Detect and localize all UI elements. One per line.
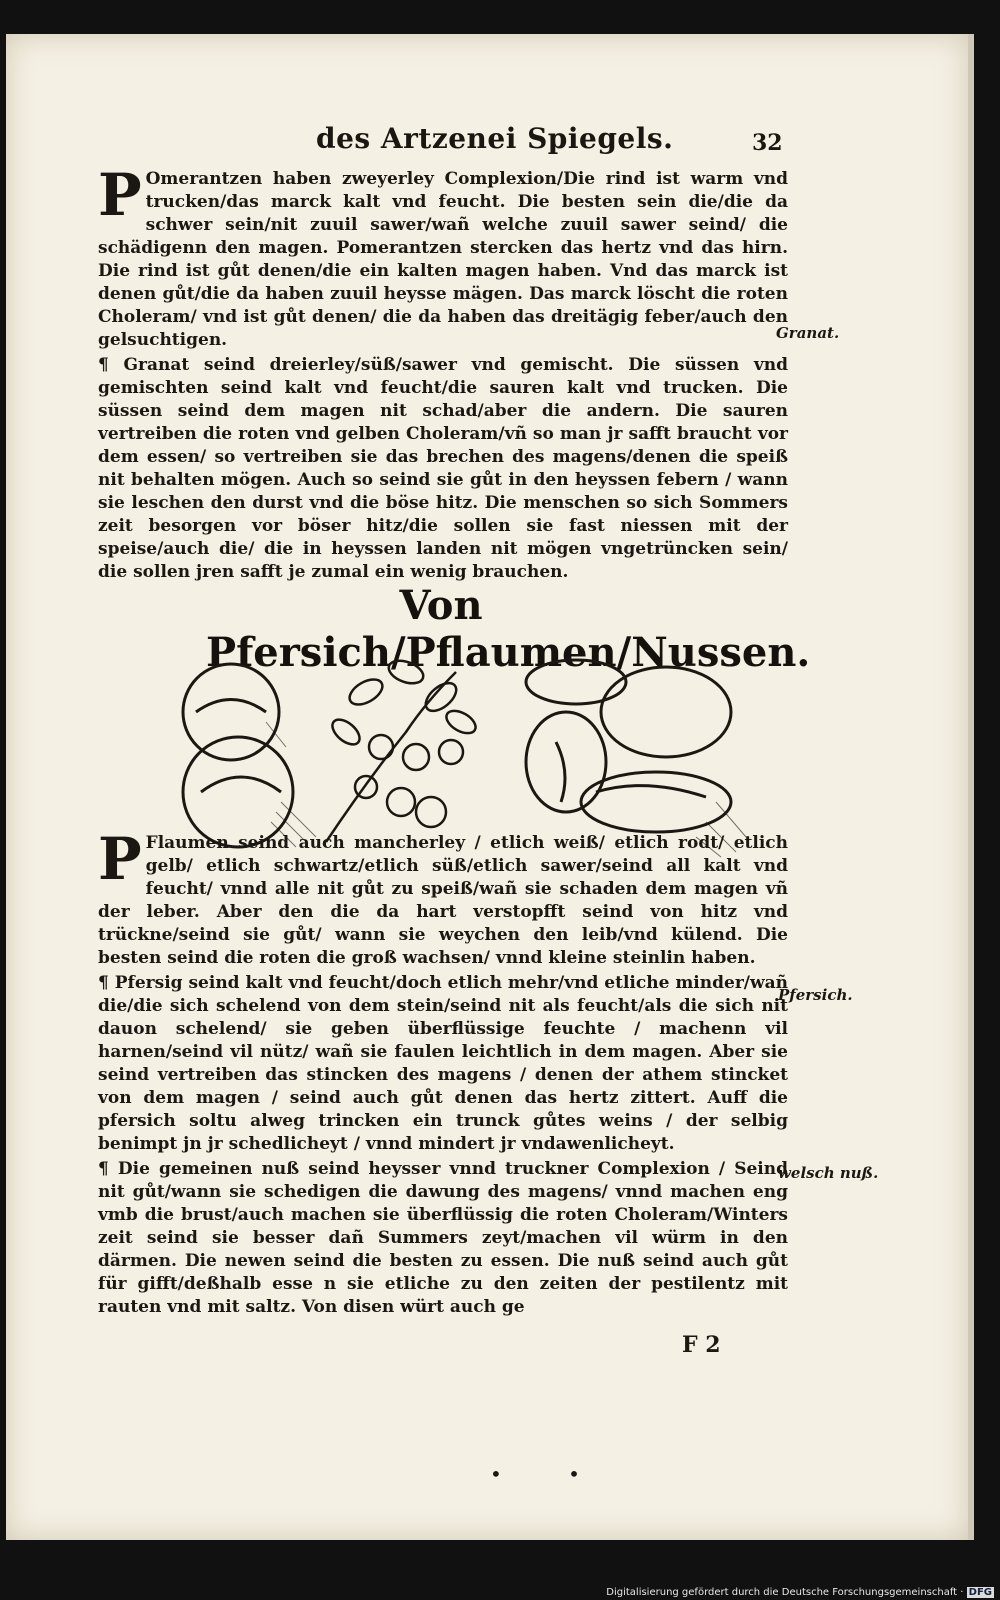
paragraph-nuss [98,1158,788,1319]
paragraph-granat [98,354,788,584]
margin-note-granat: Granat. [776,324,840,342]
pilcrow-icon: ¶ [98,973,109,993]
footer-text: Digitalisierung gefördert durch die Deutsche Forschungsgemeinschaft · [606,1587,964,1598]
section-title: Von Pfersich/Pflaumen/Nussen. [206,582,811,676]
text-block-top [98,161,788,586]
paragraph-pflaumen [98,825,788,970]
peaches-illustration [183,664,316,847]
page-number: 32 [752,130,783,156]
footer-credit [606,1587,994,1598]
margin-note-welsch-nuss: welsch nuß. [778,1164,879,1182]
ornament-dots: • • [490,1462,610,1486]
margin-note-pfersich: Pfersich. [778,986,853,1004]
paragraph-text: Die gemeinen nuß seind heysser vnnd truckner Complexion / Seind nit gůt/wann sie schedigen die dawung des magens/ vnnd machen eng vmb die brust/auch machen sie überflüssig die roten Choleram/Winters zeit seind sie besser dañ Summers zeyt/machen vil würm in den därmen. Die newen seind die besten zu essen. Die nuß seind auch gůt für gifft/deßhalb esse n sie etliche zu den zeiten der pestilentz mit rauten vnd mit saltz. Von disen würt auch ge [98,1159,788,1317]
text-block-bottom [98,825,789,1321]
pilcrow-icon: ¶ [98,1159,109,1179]
woodcut-illustration [176,652,756,862]
paragraph-text: Pfersig seind kalt vnd feucht/doch etlich mehr/vnd etliche minder/wañ die/die sich schelend von dem stein/seind nit als feucht/als die sich nit dauon schelend/ sie geben überflüssige feuchte / machenn vil harnen/seind vil nütz/ wañ sie faulen leichtlich in dem magen. Aber sie seind vertreiben das stincken des magens / denen der athem stincket von dem magen / seind auch gůt denen das hertz zittert. Auff die pfersich soltu alweg trincken ein trunck gůtes weins / der selbig benimpt jn jr schedlicheyt / vnnd mindert jr vndawenlicheyt. [98,973,789,1154]
paragraph-pomerantzen [98,161,788,352]
paragraph-text: Granat seind dreierley/süß/sawer vnd gemischt. Die süssen vnd gemischten seind kalt vnd feucht/die sauren kalt vnd trucken. Die süssen seind dem magen nit schad/aber die andern. Die sauren vertreiben die roten vnd gelben Choleram/vñ so man jr safft braucht vor dem essen/ so vertreiben sie das brechen des magens/denen die speiß nit behalten mögen. Auch so seind sie gůt in den heyssen febern / wann sie leschen den durst vnd die böse hitz. Die menschen so sich Sommers zeit besorgen vor böser hitz/die sollen sie fast niessen mit der speise/auch die/ die in heyssen landen nit mögen vngetrüncken sein/ die sollen jren safft je zumal ein wenig brauchen. [98,355,788,582]
paragraph-pfersig [98,972,788,1156]
walnuts-illustration [526,660,746,857]
drop-cap-initial: P [98,825,142,893]
paragraph-text: Omerantzen haben zweyerley Complexion/Die rind ist warm vnd trucken/das marck kalt vnd feucht. Die besten sein die/die da schwer sein/nit zuuil sawer/wañ welche zuuil sawer seind/ die schädigenn den magen. Pomerantzen stercken das hertz vnd das hirn. Die rind ist gůt denen/die ein kalten magen haben. Vnd das marck ist denen gůt/die da haben zuuil heysse mägen. Das marck löscht die roten Choleram/ vnd ist gůt denen/ die da haben das dreitägig feber/auch den gelsuchtigen. [98,169,788,350]
running-header: des Artzenei Spiegels. [316,122,674,155]
paragraph-text: Flaumen seind auch mancherley / etlich weiß/ etlich rodt/ etlich gelb/ etlich schwartz/etlich süß/etlich sawer/seind all kalt vnd feucht/ vnnd alle nit gůt zu speiß/wañ sie schaden dem magen vñ der leber. Aber den die da hart verstopfft seind von hitz vnd trückne/seind sie gůt/ wann sie weychen den leib/vnd külend. Die besten seind die roten die groß wachsen/ vnnd kleine steinlin haben. [98,833,788,968]
drop-cap-initial: P [98,161,142,229]
dfg-logo-icon: DFG [968,1587,992,1598]
plum-branch-illustration [326,656,479,842]
catchword: F 2 [682,1332,721,1358]
pilcrow-icon: ¶ [98,355,109,375]
book-page [6,34,974,1540]
